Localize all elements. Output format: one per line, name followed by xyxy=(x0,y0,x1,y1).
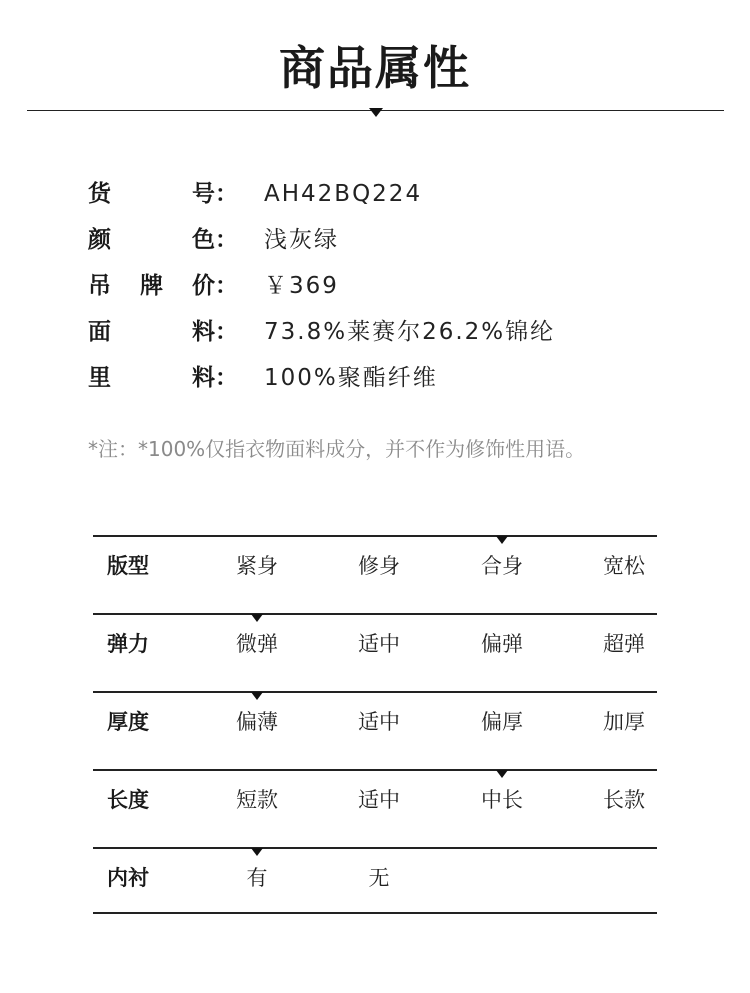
table-option: 偏薄 xyxy=(236,710,278,734)
attribute-label-char: 价： xyxy=(192,273,238,299)
attribute-row xyxy=(88,309,688,355)
table-option: 修身 xyxy=(358,554,400,578)
title-pointer-icon xyxy=(369,108,383,117)
table-option: 适中 xyxy=(358,788,400,812)
table-option: 中长 xyxy=(481,788,523,812)
table-row xyxy=(93,769,657,847)
selected-marker-icon xyxy=(251,614,263,622)
table-row xyxy=(93,535,657,613)
table-option: 短款 xyxy=(236,788,278,812)
attribute-label xyxy=(88,171,238,217)
attribute-row xyxy=(88,355,688,401)
table-row-label: 弹力 xyxy=(107,632,149,656)
attribute-label-char: 号： xyxy=(192,181,238,207)
table-option: 超弹 xyxy=(603,632,645,656)
attribute-label-char: 颜 xyxy=(88,227,111,253)
table-option: 无 xyxy=(368,866,390,890)
selected-marker-icon xyxy=(496,770,508,778)
attribute-row xyxy=(88,171,688,217)
attribute-value: 浅灰绿 xyxy=(264,227,339,253)
attribute-label-char: 货 xyxy=(88,181,111,207)
attribute-label xyxy=(88,355,238,401)
selected-marker-icon xyxy=(496,536,508,544)
selected-marker-icon xyxy=(251,848,263,856)
page-title: 商品属性 xyxy=(279,41,471,95)
attribute-label xyxy=(88,263,238,309)
attribute-label-char: 牌 xyxy=(140,273,163,299)
table-row-label: 版型 xyxy=(107,554,149,578)
table-bottom-border xyxy=(93,912,657,914)
table-option: 长款 xyxy=(603,788,645,812)
table-row xyxy=(93,691,657,769)
attribute-row xyxy=(88,217,688,263)
attribute-value: AH42BQ224 xyxy=(264,181,423,207)
table-option: 适中 xyxy=(358,710,400,734)
attribute-value: ￥369 xyxy=(264,273,339,299)
table-row-label: 内衬 xyxy=(107,866,149,890)
attribute-value: 100%聚酯纤维 xyxy=(264,365,438,391)
table-option: 偏弹 xyxy=(481,632,523,656)
attribute-value: 73.8%莱赛尔26.2%锦纶 xyxy=(264,319,556,345)
table-option: 偏厚 xyxy=(481,710,523,734)
table-option: 紧身 xyxy=(236,554,278,578)
table-option: 宽松 xyxy=(603,554,645,578)
table-row-label: 长度 xyxy=(107,788,149,812)
table-option: 有 xyxy=(246,866,268,890)
selected-marker-icon xyxy=(251,692,263,700)
attribute-label xyxy=(88,217,238,263)
attribute-label xyxy=(88,309,238,355)
attribute-label-char: 料： xyxy=(192,319,238,345)
attribute-label-char: 料： xyxy=(192,365,238,391)
table-option: 适中 xyxy=(358,632,400,656)
attribute-label-char: 里 xyxy=(88,365,111,391)
attribute-label-char: 吊 xyxy=(88,273,111,299)
table-row xyxy=(93,613,657,691)
material-note: *注：*100%仅指衣物面料成分，并不作为修饰性用语。 xyxy=(88,437,586,461)
attribute-label-char: 面 xyxy=(88,319,111,345)
attribute-label-char: 色： xyxy=(192,227,238,253)
attribute-row xyxy=(88,263,688,309)
table-option: 加厚 xyxy=(603,710,645,734)
table-option: 合身 xyxy=(481,554,523,578)
table-option: 微弹 xyxy=(236,632,278,656)
table-row-label: 厚度 xyxy=(107,710,149,734)
